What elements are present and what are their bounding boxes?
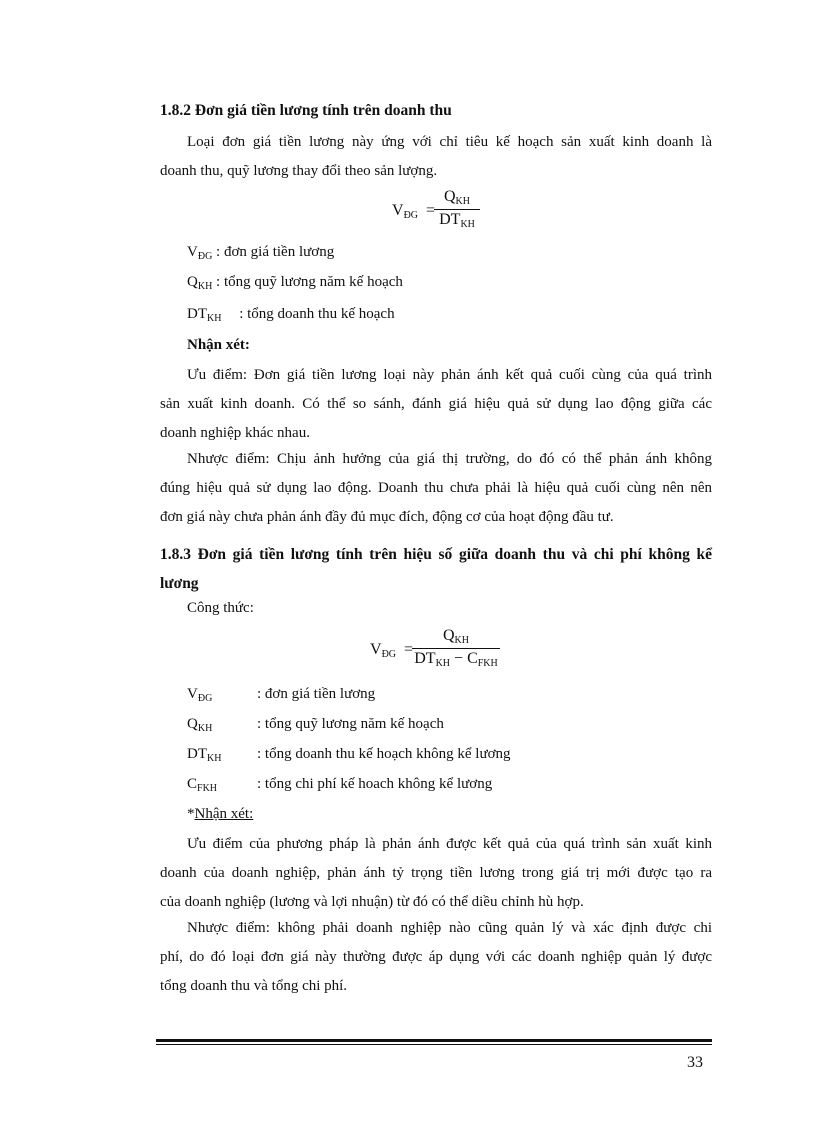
paragraph-line: phí, do đó loại đơn giá này thường được áp dụng với các doanh nghiệp quản lý được (160, 949, 712, 965)
fraction-bar (412, 648, 500, 649)
paragraph-line: doanh nghiệp khác nhau. (160, 425, 310, 441)
paragraph-line: đơn giá này chưa phản ánh đầy đủ mục đích, động cơ của hoạt động đầu tư. (160, 509, 614, 525)
footer-rule-thin (156, 1044, 712, 1045)
paragraph-advantages (160, 361, 712, 448)
definition-q: $Q_{KH}$ : tổng quỹ lương năm kế hoạch (187, 716, 444, 734)
definition-v: $V_{ĐG}$ : đơn giá tiền lương (187, 686, 376, 704)
paragraph-line: Ưu điểm: Đơn giá tiền lương loại này phản ánh kết quả cuối cùng của quá trình (187, 367, 712, 383)
definition-v: $V_{ĐG}$ : đơn giá tiền lương (187, 244, 335, 262)
paragraph-line: sản xuất kinh doanh. Có thể so sánh, đánh giá hiệu quả sử dụng lao động giữa các (160, 396, 712, 412)
formula-lhs: $V_{ĐG}$ = (392, 202, 436, 221)
footer-rule-thick (156, 1039, 712, 1042)
heading-line: 1.8.3 Đơn giá tiền lương tính trên hiệu số giữa doanh thu và chi phí không kể (160, 546, 712, 563)
formula-denominator: $DT_{KH}$ (439, 211, 475, 230)
formula-denominator: $DT_{KH} - C_{FKH}$ (414, 650, 498, 669)
formula-numerator: $Q_{KH}$ (442, 627, 469, 646)
section-heading-1-8-2: 1.8.2 Đơn giá tiền lương tính trên doanh thu (160, 102, 452, 119)
definition-dt: $DT_{KH}$ : tổng doanh thu kế hoạch (187, 306, 395, 324)
paragraph-line: của doanh nghiệp (lương và lợi nhuận) từ đó có thể diều chỉnh hù hợp. (160, 894, 584, 910)
fraction-bar (434, 209, 480, 210)
paragraph-line: đúng hiệu quả sử dụng lao động. Doanh thu chưa phải là hiệu quả cuối cùng nên nên (160, 480, 712, 496)
paragraph-line: Nhược điểm: không phải doanh nghiệp nào cũng quản lý và xác định được chi (187, 920, 712, 936)
section-heading-1-8-3 (160, 540, 712, 598)
formula-numerator: $Q_{KH}$ (443, 188, 470, 207)
formula-label: Công thức: (187, 600, 254, 616)
paragraph-line: Ưu điểm của phương pháp là phản ánh được kết quả của quá trình sản xuất kinh (187, 836, 712, 852)
paragraph-line: doanh thu, quỹ lương thay đổi theo sản lượng. (160, 163, 438, 179)
paragraph-disadvantages (160, 445, 712, 532)
definition-dt: $DT_{KH}$ : tổng doanh thu kế hoạch không kể lương (187, 746, 511, 764)
paragraph-intro (160, 128, 712, 186)
paragraph-line: Loại đơn giá tiền lương này ứng với chỉ tiêu kế hoạch sản xuất kinh doanh là (187, 134, 712, 150)
paragraph-line: doanh của doanh nghiệp, phản ánh tỷ trọng tiền lương trong giá trị mới được tạo ra (160, 865, 712, 881)
definition-q: $Q_{KH}$ : tổng quỹ lương năm kế hoạch (187, 274, 403, 292)
page-number: 33 (687, 1054, 703, 1071)
formula-lhs: $V_{ĐG}$ = (370, 641, 414, 660)
paragraph-advantages (160, 830, 712, 917)
definition-c: $C_{FKH}$ : tổng chi phí kế hoach không kể lương (187, 776, 493, 794)
formula-fraction (412, 627, 500, 669)
formula-fraction (434, 188, 480, 230)
heading-line: lương (160, 575, 199, 592)
paragraph-disadvantages (160, 914, 712, 1001)
remark-heading: Nhận xét: (187, 337, 250, 353)
remark-heading: *Nhận xét: (187, 806, 254, 822)
paragraph-line: Nhược điểm: Chịu ảnh hưởng của giá thị trường, do đó có thể phản ánh không (187, 451, 712, 467)
paragraph-line: tổng doanh thu và tổng chi phí. (160, 978, 348, 994)
